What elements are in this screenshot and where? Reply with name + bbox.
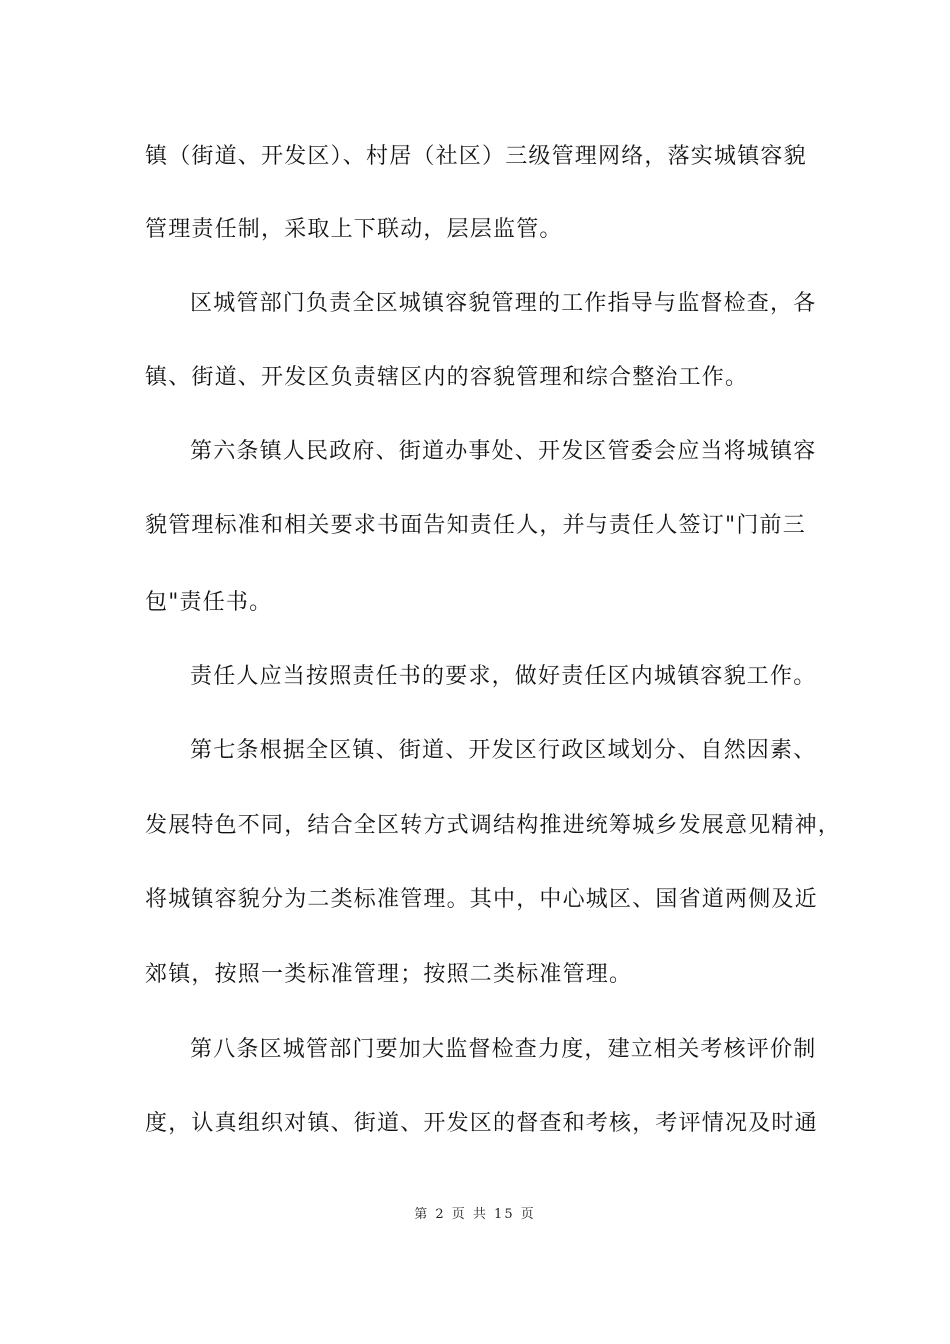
text-line-6: 貌管理标准和相关要求书面告知责任人，并与责任人签订"门前三 bbox=[145, 513, 806, 538]
text-line-9: 第七条根据全区镇、街道、开发区行政区域划分、自然因素、 bbox=[190, 738, 817, 763]
text-line-12: 郊镇，按照一类标准管理；按照二类标准管理。 bbox=[145, 962, 633, 987]
text-line-10: 发展特色不同，结合全区转方式调结构推进统筹城乡发展意见精神， bbox=[145, 813, 842, 838]
text-line-2: 管理责任制，采取上下联动，层层监管。 bbox=[145, 217, 563, 242]
page-number-footer: 第 2 页 共 15 页 bbox=[414, 1207, 536, 1222]
text-line-14: 度，认真组织对镇、街道、开发区的督查和考核，考评情况及时通 bbox=[145, 1111, 818, 1136]
text-line-5: 第六条镇人民政府、街道办事处、开发区管委会应当将城镇容 bbox=[190, 439, 817, 464]
text-line-1: 镇（街道、开发区）、村居（社区）三级管理网络，落实城镇容貌 bbox=[145, 144, 807, 169]
text-line-7: 包"责任书。 bbox=[145, 590, 273, 615]
text-line-8: 责任人应当按照责任书的要求，做好责任区内城镇容貌工作。 bbox=[190, 664, 817, 689]
text-line-13: 第八条区城管部门要加大监督检查力度，建立相关考核评价制 bbox=[190, 1037, 817, 1062]
text-line-4: 镇、街道、开发区负责辖区内的容貌管理和综合整治工作。 bbox=[145, 365, 749, 390]
text-line-3: 区城管部门负责全区城镇容貌管理的工作指导与监督检查，各 bbox=[190, 291, 817, 316]
text-line-11: 将城镇容貌分为二类标准管理。其中，中心城区、国省道两侧及近 bbox=[145, 887, 818, 912]
